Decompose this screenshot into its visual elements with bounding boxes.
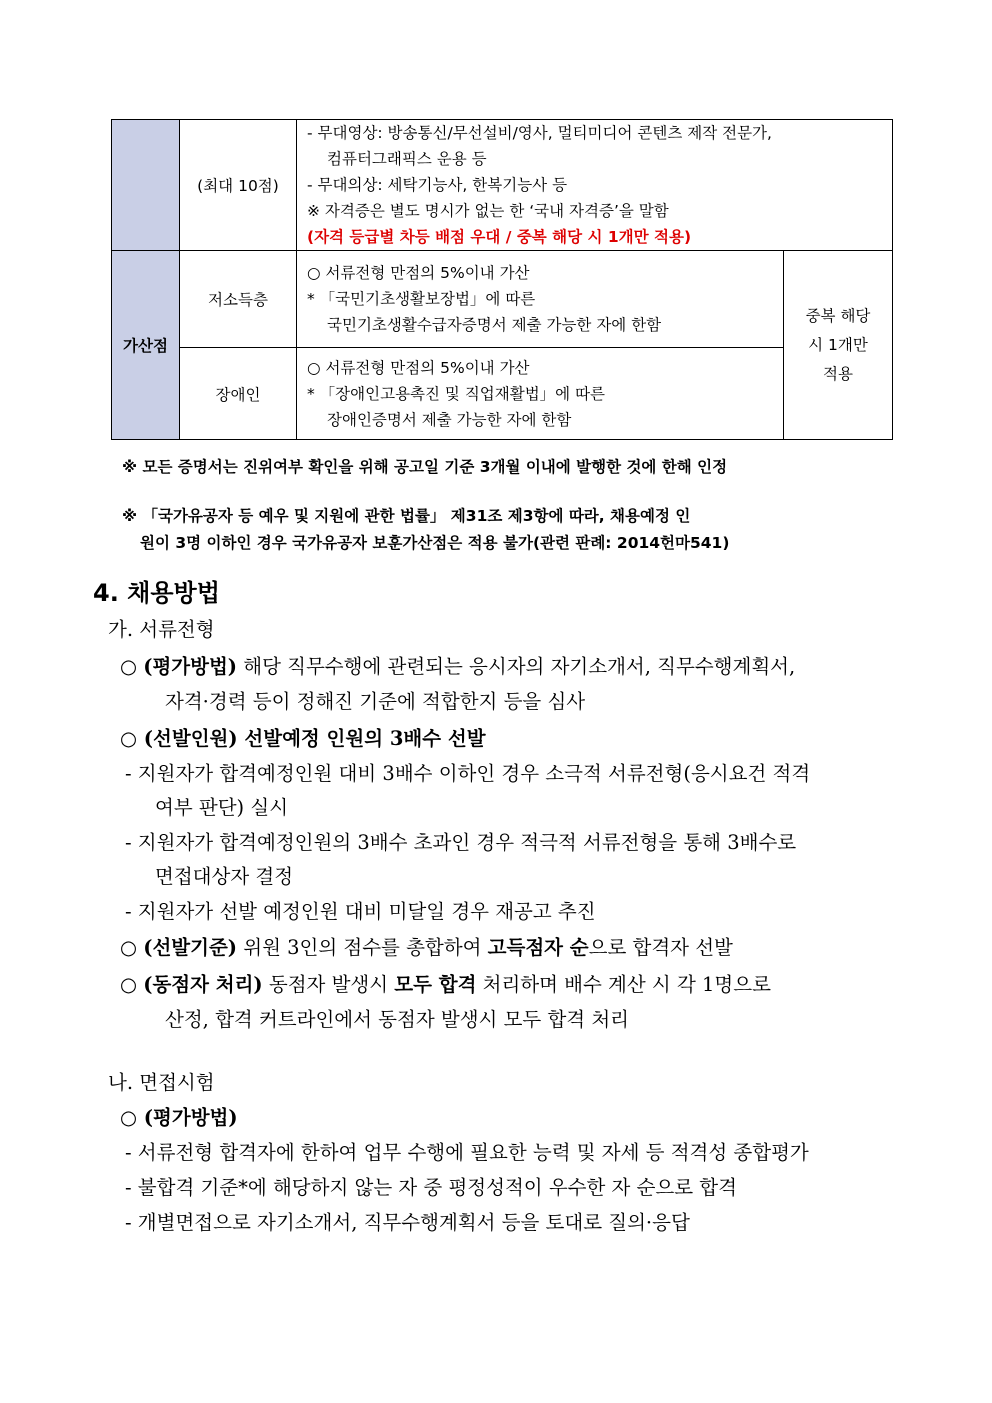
ga-tie-label: (동점자 처리) [143, 973, 263, 996]
note-veteran-line: ※ 「국가유공자 등 예우 및 지원에 관한 법률」 제31조 제3항에 따라, 채용예정 인 [122, 507, 691, 525]
na-dash3: - 개별면접으로 자기소개서, 직무수행계획서 등을 토대로 질의·응답 [125, 1211, 690, 1234]
ga-criteria-bold: 고득점자 순 [487, 936, 589, 959]
na-method: ○ (평가방법) [120, 1106, 238, 1129]
ga-dash3: - 지원자가 선발 예정인원 대비 미달일 경우 재공고 추진 [125, 900, 596, 923]
ga-criteria-text: 위원 3인의 점수를 총합하여 [237, 936, 488, 959]
content-line-highlight: (자격 등급별 차등 배점 우대 / 중복 해당 시 1개만 적용) [307, 228, 692, 246]
ga-dash2: - 지원자가 합격예정인원의 3배수 초과인 경우 적극적 서류전형을 통해 3배수로 [125, 831, 797, 854]
note-veteran-line: 원이 3명 이하인 경우 국가유공자 보훈가산점은 적용 불가(관련 판례: 2014헌마541) [140, 534, 730, 552]
bullet: ○ [120, 655, 144, 678]
ga-method [120, 650, 795, 684]
content-line: ※ 자격증은 별도 명시가 없는 한 ‘국내 자격증’을 말함 [307, 202, 669, 220]
ga-select: ○ (선발인원) 선발예정 인원의 3배수 선발 [120, 727, 486, 750]
category-disabled: 장애인 [180, 348, 297, 440]
content-line: 장애인증명서 제출 가능한 자에 한함 [327, 410, 572, 429]
duplicate-note-line: 시 1개만 [808, 335, 868, 354]
ga-tie [120, 968, 771, 1002]
duplicate-note-cell [784, 251, 893, 440]
duplicate-note-line: 적용 [823, 364, 853, 383]
ga-dash1-cont: 여부 판단) 실시 [155, 796, 289, 819]
ga-method-cont: 자격·경력 등이 정해진 기준에 적합한지 등을 심사 [165, 690, 586, 713]
ga-criteria-tail: 으로 합격자 선발 [588, 936, 733, 959]
qualification-content [297, 120, 893, 251]
table-side-cell-top [112, 120, 180, 251]
bonus-points-label: 가산점 [112, 251, 180, 440]
content-line: 국민기초생활수급자증명서 제출 가능한 자에 한함 [327, 316, 662, 334]
content-line: - 무대의상: 세탁기능사, 한복기능사 등 [307, 176, 568, 194]
ga-criteria-label: (선발기준) [143, 936, 238, 959]
content-line: 컴퓨터그래픽스 운용 등 [327, 150, 487, 168]
ga-tie-cont: 산정, 합격 커트라인에서 동점자 발생시 모두 합격 처리 [165, 1008, 630, 1031]
category-low-income: 저소득층 [180, 251, 297, 348]
subsection-na-heading: 나. 면접시험 [108, 1071, 215, 1094]
note-certificate: ※ 모든 증명서는 진위여부 확인을 위해 공고일 기준 3개월 이내에 발행한 것에 한해 인정 [122, 458, 728, 476]
na-dash1: - 서류전형 합격자에 한하여 업무 수행에 필요한 능력 및 자세 등 적격성 종합평가 [125, 1141, 809, 1164]
low-income-content [297, 251, 784, 348]
scoring-table [111, 119, 893, 440]
ga-tie-tail: 처리하며 배수 계산 시 각 1명으로 [476, 973, 771, 996]
ga-tie-text: 동점자 발생시 [262, 973, 395, 996]
content-line: * 「국민기초생활보장법」에 따른 [307, 290, 536, 308]
ga-dash1: - 지원자가 합격예정인원 대비 3배수 이하인 경우 소극적 서류전형(응시요건 적격 [125, 762, 811, 785]
content-line: * 「장애인고용촉진 및 직업재활법」에 따른 [307, 384, 606, 403]
ga-tie-bold: 모두 합격 [394, 973, 477, 996]
bullet: ○ [120, 936, 144, 959]
ga-dash2-cont: 면접대상자 결정 [155, 865, 294, 888]
disabled-content [297, 348, 784, 440]
category-max-points: (최대 10점) [180, 120, 297, 251]
content-line: ○ 서류전형 만점의 5%이내 가산 [307, 264, 530, 282]
duplicate-note-line: 중복 해당 [805, 306, 871, 325]
ga-method-label: (평가방법) [143, 655, 238, 678]
na-dash2: - 불합격 기준*에 해당하지 않는 자 중 평정성적이 우수한 자 순으로 합격 [125, 1176, 737, 1199]
section-title: 4. 채용방법 [93, 579, 220, 607]
content-line: - 무대영상: 방송통신/무선설비/영사, 멀티미디어 콘텐츠 제작 전문가, [307, 124, 772, 142]
ga-criteria [120, 931, 733, 965]
note-veteran [122, 503, 902, 557]
ga-method-text: 해당 직무수행에 관련되는 응시자의 자기소개서, 직무수행계획서, [237, 655, 796, 678]
subsection-ga-heading: 가. 서류전형 [108, 618, 215, 641]
content-line: ○ 서류전형 만점의 5%이내 가산 [307, 358, 530, 377]
bullet: ○ [120, 973, 144, 996]
